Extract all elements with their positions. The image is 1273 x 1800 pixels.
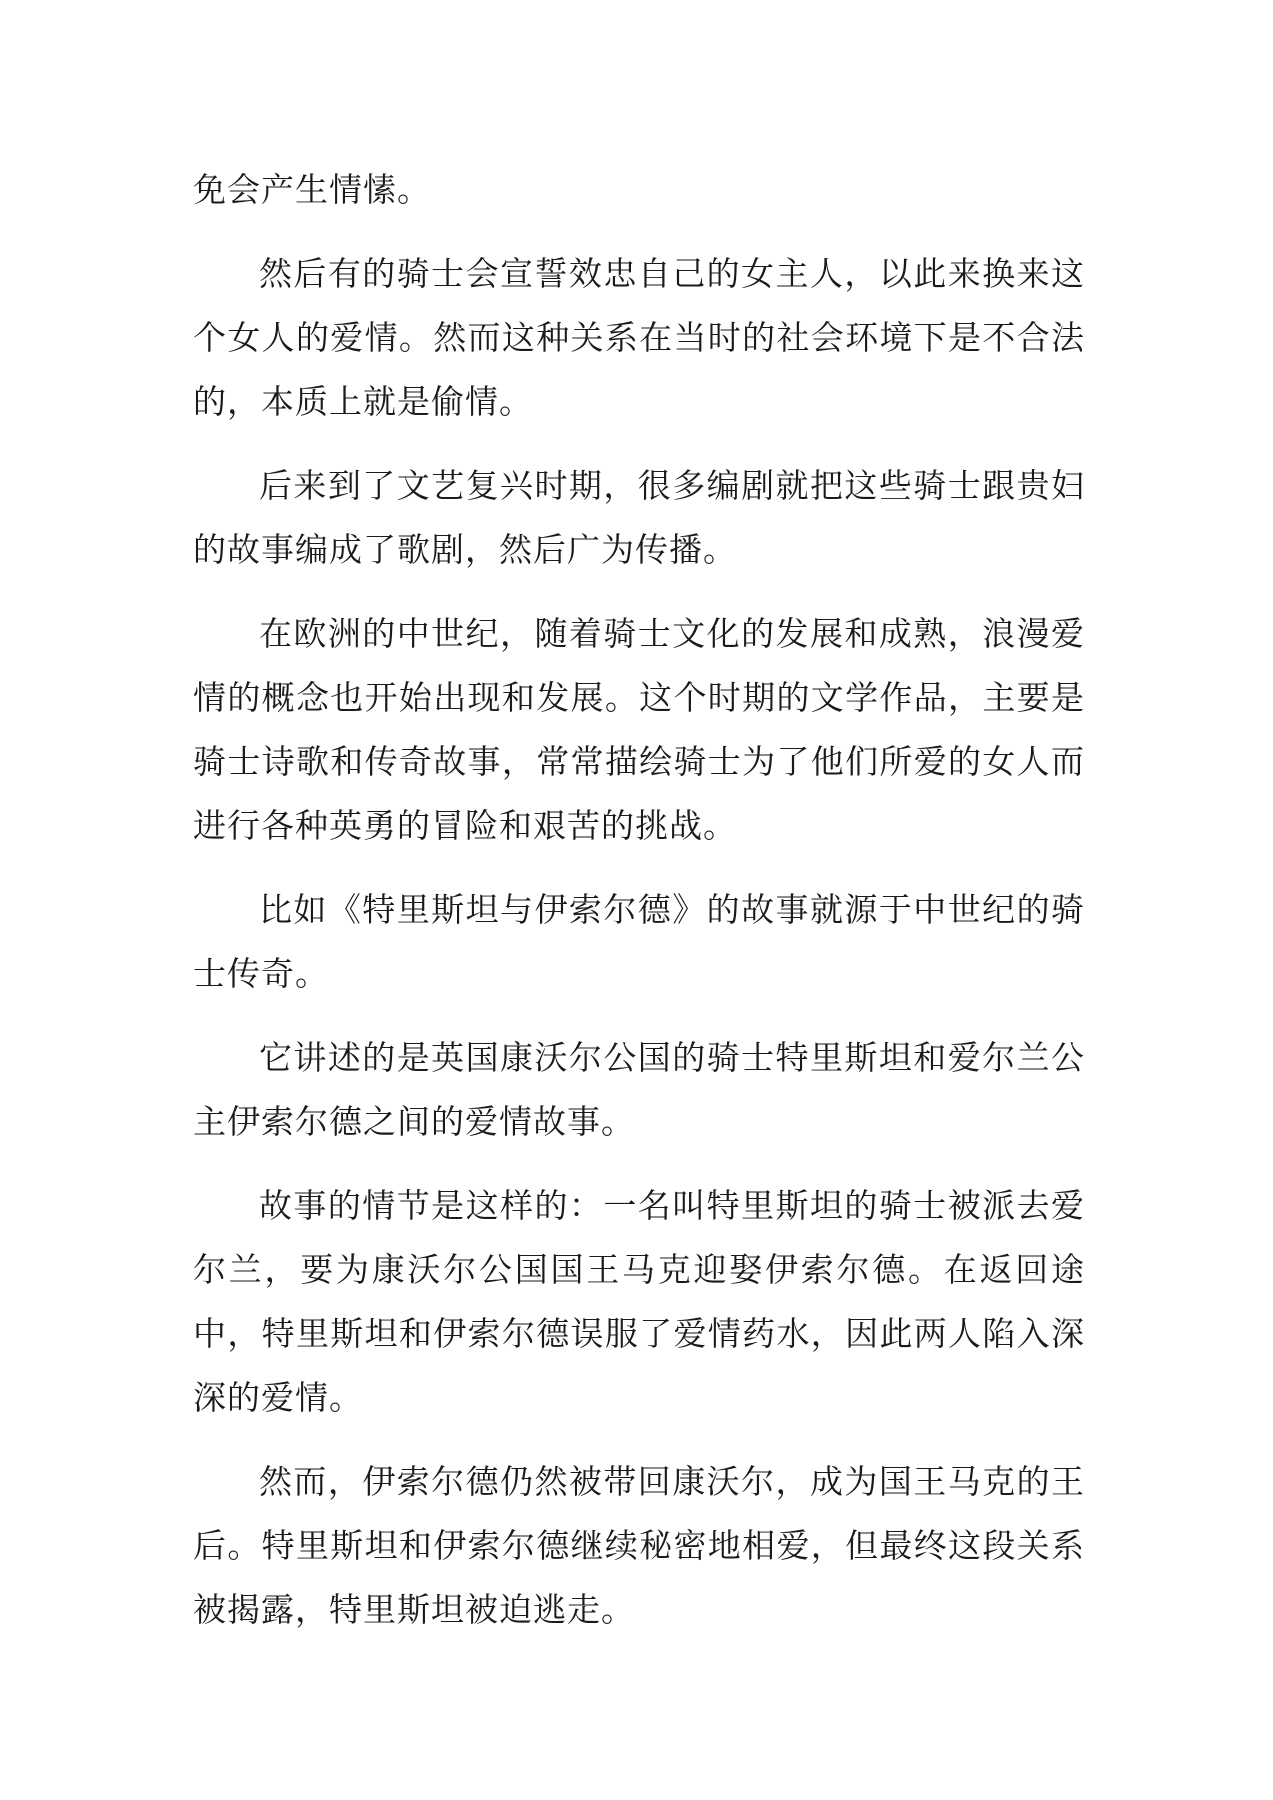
- paragraph-4: 在欧洲的中世纪，随着骑士文化的发展和成熟，浪漫爱情的概念也开始出现和发展。这个时期的文学作品，主要是骑士诗歌和传奇故事，常常描绘骑士为了他们所爱的女人而进行各种英勇的冒险和艰苦的挑战。: [193, 614, 1085, 845]
- paragraph-1: 免会产生情愫。: [193, 170, 431, 209]
- paragraph-6: 它讲述的是英国康沃尔公国的骑士特里斯坦和爱尔兰公主伊索尔德之间的爱情故事。: [193, 1038, 1085, 1141]
- paragraph-7: 故事的情节是这样的：一名叫特里斯坦的骑士被派去爱尔兰，要为康沃尔公国国王马克迎娶伊索尔德。在返回途中，特里斯坦和伊索尔德误服了爱情药水，因此两人陷入深深的爱情。: [193, 1186, 1085, 1417]
- paragraph-5: 比如《特里斯坦与伊索尔德》的故事就源于中世纪的骑士传奇。: [193, 890, 1085, 993]
- paragraph-2: 然后有的骑士会宣誓效忠自己的女主人，以此来换来这个女人的爱情。然而这种关系在当时的社会环境下是不合法的，本质上就是偷情。: [193, 254, 1085, 421]
- paragraph-8: 然而，伊索尔德仍然被带回康沃尔，成为国王马克的王后。特里斯坦和伊索尔德继续秘密地相爱，但最终这段关系被揭露，特里斯坦被迫逃走。: [193, 1462, 1085, 1629]
- paragraph-3: 后来到了文艺复兴时期，很多编剧就把这些骑士跟贵妇的故事编成了歌剧，然后广为传播。: [193, 466, 1085, 569]
- document-body: [193, 158, 1085, 1662]
